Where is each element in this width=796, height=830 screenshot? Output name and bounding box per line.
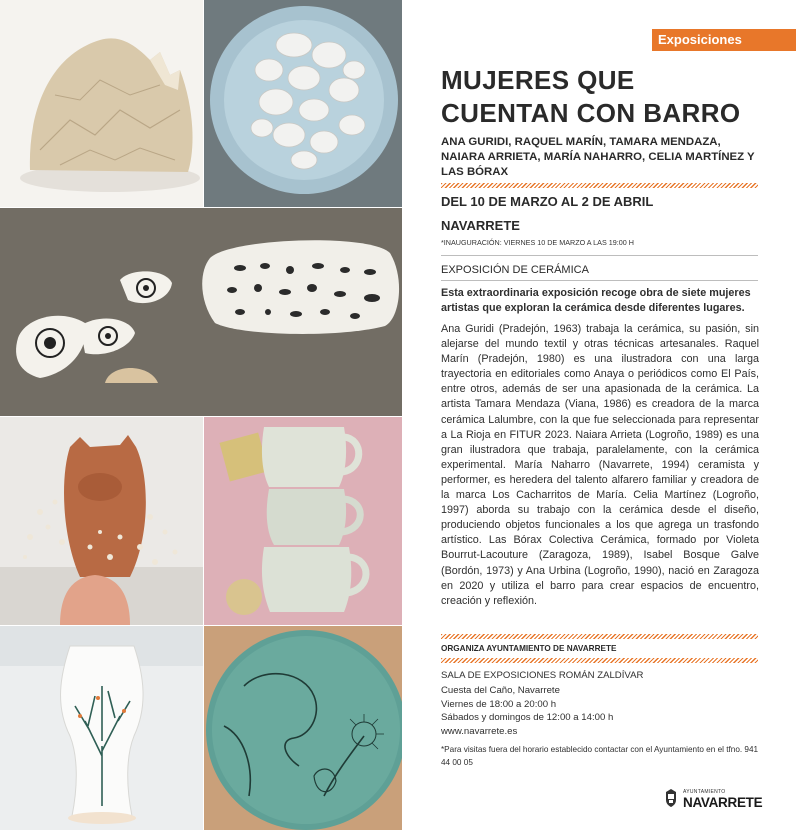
- hours-weekend: Sábados y domingos de 12:00 a 14:00 h: [441, 712, 614, 724]
- title-line-1: MUJERES QUE: [441, 65, 635, 95]
- ayuntamiento-logo: [664, 786, 763, 812]
- artists-list: ANA GURIDI, RAQUEL MARÍN, TAMARA MENDAZA, NAIARA ARRIETA, MARÍA NAHARRO, CELIA MARTÍNEZ Y LAS BÓRAX: [441, 136, 755, 178]
- logo-small-text: AYUNTAMIENTO: [683, 789, 726, 795]
- inauguration-note: *INAUGURACIÓN: VIERNES 10 DE MARZO A LAS 19:00 H: [441, 238, 634, 247]
- venue-name: SALA DE EXPOSICIONES ROMÁN ZALDÍVAR: [441, 670, 644, 681]
- photo-tree-vase: [0, 626, 203, 830]
- exhibition-dates: DEL 10 DE MARZO AL 2 DE ABRIL: [441, 194, 654, 209]
- logo-main-text: NAVARRETE: [683, 795, 763, 810]
- coat-of-arms-icon: [664, 788, 678, 808]
- divider-dashed-3: [441, 658, 758, 663]
- website-link[interactable]: www.navarrete.es: [441, 725, 518, 737]
- divider-dashed-2: [441, 634, 758, 639]
- exhibition-place: NAVARRETE: [441, 218, 520, 233]
- divider-line-1: [441, 255, 758, 256]
- exhibition-title: [441, 64, 761, 130]
- photo-green-plate: [204, 626, 402, 830]
- photo-stacked-mugs: [204, 417, 402, 625]
- intro-paragraph: Esta extraordinaria exposición recoge obra de siete mujeres artistas que exploran la cerámica desde diferentes lugares.: [441, 287, 751, 315]
- exhibition-type: EXPOSICIÓN DE CERÁMICA: [441, 264, 589, 276]
- photo-clay-egg: [0, 0, 203, 207]
- divider-dashed-1: [441, 183, 758, 188]
- photo-clay-figure-flowers: [0, 417, 203, 625]
- divider-line-2: [441, 280, 758, 281]
- section-tag: Exposiciones: [652, 29, 796, 51]
- venue-address: Cuesta del Caño, Navarrete: [441, 685, 560, 696]
- organizer: ORGANIZA AYUNTAMIENTO DE NAVARRETE: [441, 644, 617, 653]
- body-paragraph: Ana Guridi (Pradejón, 1963) trabaja la cerámica, su pasión, sin alejarse del mundo textil y otras técnicas artesanales. Raquel Marín (Pradejón, 1980) es una ilustradora con una larga trayectoria en editoriales como Anaya o periódicos como El País, entre otros, además de ser una apasionada de la cerámica. La artista Tamara Mendaza (Viana, 1986) es creadora de la marca cerámica Lalumbre, con la que fue seleccionada para representar a La Rioja en FITUR 2023. Naiara Arrieta (Logroño, 1989) es una gran ilustradora que trabaja, paralelamente, con la cerámica experimental. María Naharro (Navarrete, 1994) ceramista y performer, es heredera del talento alfarero familiar y creadora de la marca Los Cacharritos de María. Celia Martínez (Logroño, 1997) aborda su trabajo con la cerámica desde el diseño, produciendo objetos funcionales a los que agrega un trasfondo artístico. Las Bórax Colectiva Cerámica, formado por Violeta Bourrut-Lacouture (Zaragoza, 1989), Isabel Bosque Galve (Bordón, 1973) y Ana Urbina (Logroño, 1990), nació en Zaragoza en 2020 y utiliza el barro para crear espacios de encuentro, creación y reflexión.: [441, 323, 759, 607]
- photo-eye-tiles: [0, 208, 402, 416]
- photo-plate-stones: [204, 0, 402, 207]
- title-line-2: CUENTAN CON BARRO: [441, 98, 741, 128]
- venue-info: [441, 684, 613, 738]
- hours-weekday: Viernes de 18:00 a 20:00 h: [441, 698, 557, 710]
- contact-note: *Para visitas fuera del horario establecido contactar con el Ayuntamiento en el tfno. 941 44 00 05: [441, 745, 759, 767]
